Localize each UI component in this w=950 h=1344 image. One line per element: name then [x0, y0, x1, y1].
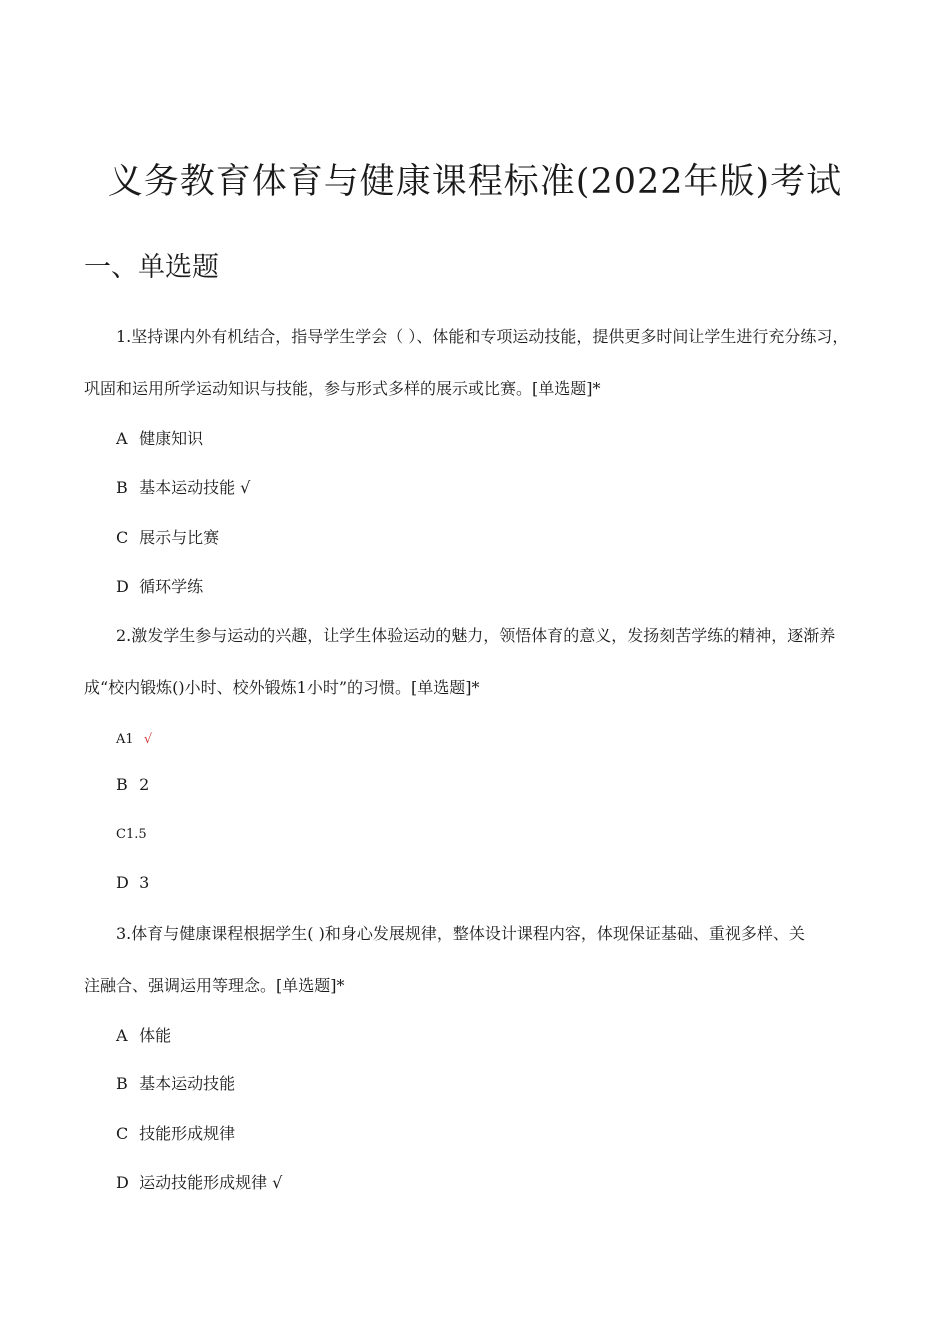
option-text: 循环学练 — [139, 577, 204, 596]
option-text: 基本运动技能 √ — [139, 478, 251, 497]
question-2-option-c — [116, 823, 147, 847]
option-letter: B — [116, 775, 128, 794]
option-text: 2 — [139, 775, 150, 794]
option-letter: B — [116, 478, 128, 497]
question-1-option-d — [116, 575, 203, 599]
question-3-option-c — [116, 1122, 235, 1146]
option-text: 体能 — [139, 1026, 172, 1045]
question-1-text-line-2: 巩固和运用所学运动知识与技能，参与形式多样的展示或比赛。[单选题]* — [84, 379, 601, 398]
question-3-text-line-1: 3.体育与健康课程根据学生( )和身心发展规律，整体设计课程内容，体现保证基础、重视多样、关 — [116, 924, 805, 943]
option-letter: C — [116, 528, 129, 547]
option-letter: C — [116, 1124, 129, 1143]
question-1-option-c — [116, 526, 219, 550]
option-letter: D — [116, 1173, 129, 1192]
question-3-text-line-2: 注融合、强调运用等理念。[单选题]* — [84, 976, 345, 995]
question-3-option-b — [116, 1072, 235, 1096]
option-text: 基本运动技能 — [139, 1074, 236, 1093]
option-letter: D — [116, 577, 129, 596]
option-text: 运动技能形成规律 √ — [139, 1173, 283, 1192]
option-letter: A — [116, 1026, 128, 1045]
question-3-option-a — [116, 1024, 171, 1048]
option-letter: A — [116, 429, 128, 448]
section-heading: 一、单选题 — [84, 252, 219, 283]
question-2-option-b — [116, 773, 149, 797]
option-letter: B — [116, 1074, 128, 1093]
option-text: 3 — [139, 873, 150, 892]
option-text: 技能形成规律 — [139, 1124, 236, 1143]
question-2-option-d — [116, 871, 149, 895]
option-letter: A1 — [116, 732, 134, 747]
option-letter: C1.5 — [116, 827, 147, 842]
question-1-text-line-1: 1.坚持课内外有机结合，指导学生学会（ ）、体能和专项运动技能，提供更多时间让学生进行充分练习， — [116, 327, 849, 346]
question-2-option-a — [116, 728, 152, 752]
option-text: 健康知识 — [139, 429, 204, 448]
check-mark-icon: √ — [143, 732, 153, 747]
question-2-text-line-1: 2.激发学生参与运动的兴趣，让学生体验运动的魅力，领悟体育的意义，发扬刻苦学练的精神，逐渐养 — [116, 626, 836, 645]
question-2-text-line-2: 成“校内锻炼()小时、校外锻炼1小时”的习惯。[单选题]* — [84, 678, 480, 697]
question-1-option-a — [116, 427, 203, 451]
question-1-option-b — [116, 476, 250, 500]
option-letter: D — [116, 873, 129, 892]
option-text: 展示与比赛 — [139, 528, 220, 547]
document-title: 义务教育体育与健康课程标准(2022年版)考试 — [107, 162, 843, 202]
question-3-option-d — [116, 1171, 282, 1195]
